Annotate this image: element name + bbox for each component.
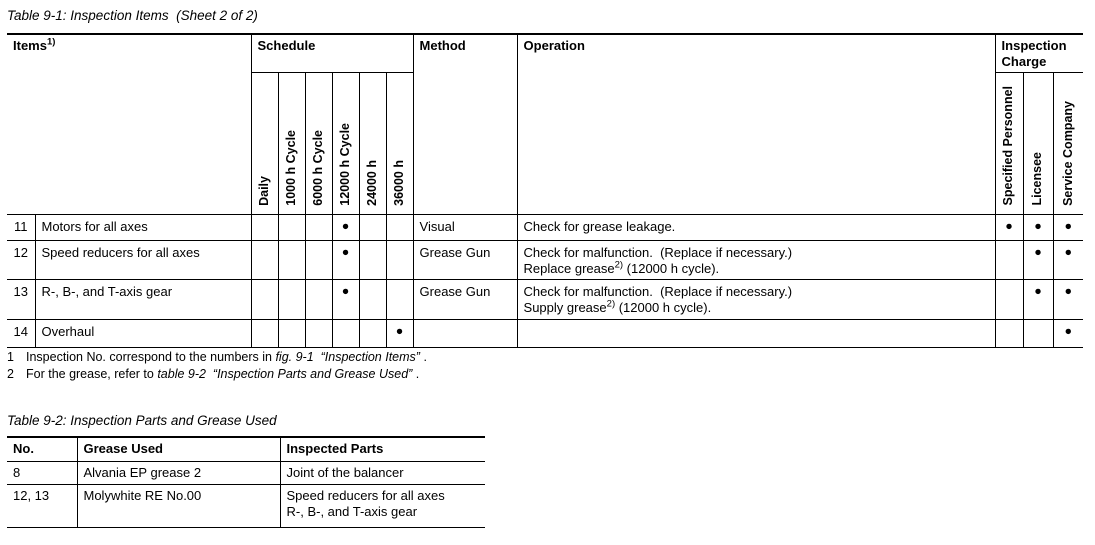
schedule-mark-cell xyxy=(305,214,332,240)
charge-mark-cell: ● xyxy=(1023,279,1053,319)
schedule-mark-cell: ● xyxy=(386,319,413,347)
footnote-1: 1 Inspection No. correspond to the numbers in fig. 9-1 “Inspection Items” . xyxy=(7,350,427,364)
inspected-parts-cell: Speed reducers for all axes R-, B-, and T-axis gear xyxy=(280,484,485,527)
charge-mark-cell xyxy=(1023,319,1053,347)
grease-used-cell: Molywhite RE No.00 xyxy=(77,484,280,527)
schedule-mark-cell: ● xyxy=(332,214,359,240)
col-header-schedule: Schedule xyxy=(251,34,413,72)
charge-mark-cell: ● xyxy=(1053,240,1083,279)
schedule-mark-cell: ● xyxy=(332,279,359,319)
table-row xyxy=(7,240,1083,279)
operation-cell: Check for malfunction. (Replace if necessary.) Supply grease$^{2)}$ (12000 h cycle). xyxy=(517,279,995,319)
item-no-cell: 13 xyxy=(7,279,35,319)
col-header-operation: Operation xyxy=(517,34,995,214)
schedule-mark-cell xyxy=(305,240,332,279)
schedule-mark-cell xyxy=(251,214,278,240)
col-header-licensee: Licensee xyxy=(1023,72,1053,214)
charge-mark-cell xyxy=(995,319,1023,347)
method-cell: Grease Gun xyxy=(413,240,517,279)
col-header-12000h-cycle: 12000 h Cycle xyxy=(332,72,359,214)
schedule-mark-cell xyxy=(359,319,386,347)
col-header-no: No. xyxy=(7,437,77,461)
footnote-number: 1 xyxy=(7,350,14,364)
item-name-cell: Speed reducers for all axes xyxy=(35,240,251,279)
method-cell: Grease Gun xyxy=(413,279,517,319)
table-9-2-title: Table 9-2: Inspection Parts and Grease Used xyxy=(7,413,277,428)
item-no-cell: 12 xyxy=(7,240,35,279)
footnote-2: 2 For the grease, refer to table 9-2 “Inspection Parts and Grease Used” . xyxy=(7,367,420,381)
schedule-mark-cell xyxy=(278,240,305,279)
footnotes xyxy=(7,349,427,383)
schedule-mark-cell xyxy=(251,319,278,347)
schedule-mark-cell xyxy=(251,279,278,319)
schedule-mark-cell xyxy=(386,214,413,240)
table-row xyxy=(7,279,1083,319)
schedule-mark-cell xyxy=(278,319,305,347)
col-header-specified-personnel: Specified Personnel xyxy=(995,72,1023,214)
schedule-mark-cell xyxy=(386,279,413,319)
col-header-inspected-parts: Inspected Parts xyxy=(280,437,485,461)
schedule-mark-cell xyxy=(359,279,386,319)
charge-mark-cell: ● xyxy=(1053,214,1083,240)
schedule-mark-cell xyxy=(278,214,305,240)
schedule-mark-cell xyxy=(359,240,386,279)
charge-mark-cell: ● xyxy=(1053,319,1083,347)
charge-mark-cell: ● xyxy=(1023,240,1053,279)
charge-mark-cell: ● xyxy=(1053,279,1083,319)
col-header-grease-used: Grease Used xyxy=(77,437,280,461)
item-no-cell: 11 xyxy=(7,214,35,240)
col-header-method: Method xyxy=(413,34,517,214)
schedule-mark-cell xyxy=(251,240,278,279)
operation-cell: Check for malfunction. (Replace if necessary.) Replace grease$^{2)}$ (12000 h cycle). xyxy=(517,240,995,279)
schedule-mark-cell xyxy=(332,319,359,347)
grease-no-cell: 12, 13 xyxy=(7,484,77,527)
item-name-cell: Motors for all axes xyxy=(35,214,251,240)
item-name-cell: R-, B-, and T-axis gear xyxy=(35,279,251,319)
charge-mark-cell: ● xyxy=(1023,214,1053,240)
items-footnote-ref: 1) xyxy=(46,36,56,48)
col-header-36000h: 36000 h xyxy=(386,72,413,214)
footnote-number: 2 xyxy=(7,367,14,381)
inspection-items-table xyxy=(7,33,1083,348)
schedule-mark-cell xyxy=(278,279,305,319)
col-header-daily: Daily xyxy=(251,72,278,214)
method-cell xyxy=(413,319,517,347)
col-header-1000h-cycle: 1000 h Cycle xyxy=(278,72,305,214)
charge-mark-cell xyxy=(995,240,1023,279)
item-name-cell: Overhaul xyxy=(35,319,251,347)
col-header-service-company: Service Company xyxy=(1053,72,1083,214)
inspected-parts-cell: Joint of the balancer xyxy=(280,461,485,484)
col-header-inspection-charge: Inspection Charge xyxy=(995,34,1083,72)
grease-table xyxy=(7,436,485,528)
table-row xyxy=(7,214,1083,240)
operation-cell: Check for grease leakage. xyxy=(517,214,995,240)
item-no-cell: 14 xyxy=(7,319,35,347)
charge-mark-cell xyxy=(995,279,1023,319)
method-cell: Visual xyxy=(413,214,517,240)
schedule-mark-cell xyxy=(386,240,413,279)
table-row xyxy=(7,461,485,484)
operation-cell xyxy=(517,319,995,347)
schedule-mark-cell xyxy=(305,279,332,319)
charge-mark-cell: ● xyxy=(995,214,1023,240)
items-label: Items xyxy=(13,38,47,53)
schedule-mark-cell: ● xyxy=(332,240,359,279)
table-9-1-title: Table 9-1: Inspection Items (Sheet 2 of 2) xyxy=(7,8,258,23)
schedule-mark-cell xyxy=(305,319,332,347)
col-header-24000h: 24000 h xyxy=(359,72,386,214)
table-row xyxy=(7,484,485,527)
schedule-mark-cell xyxy=(359,214,386,240)
grease-used-cell: Alvania EP grease 2 xyxy=(77,461,280,484)
col-header-6000h-cycle: 6000 h Cycle xyxy=(305,72,332,214)
grease-no-cell: 8 xyxy=(7,461,77,484)
col-header-items xyxy=(7,34,251,214)
table-row xyxy=(7,319,1083,347)
